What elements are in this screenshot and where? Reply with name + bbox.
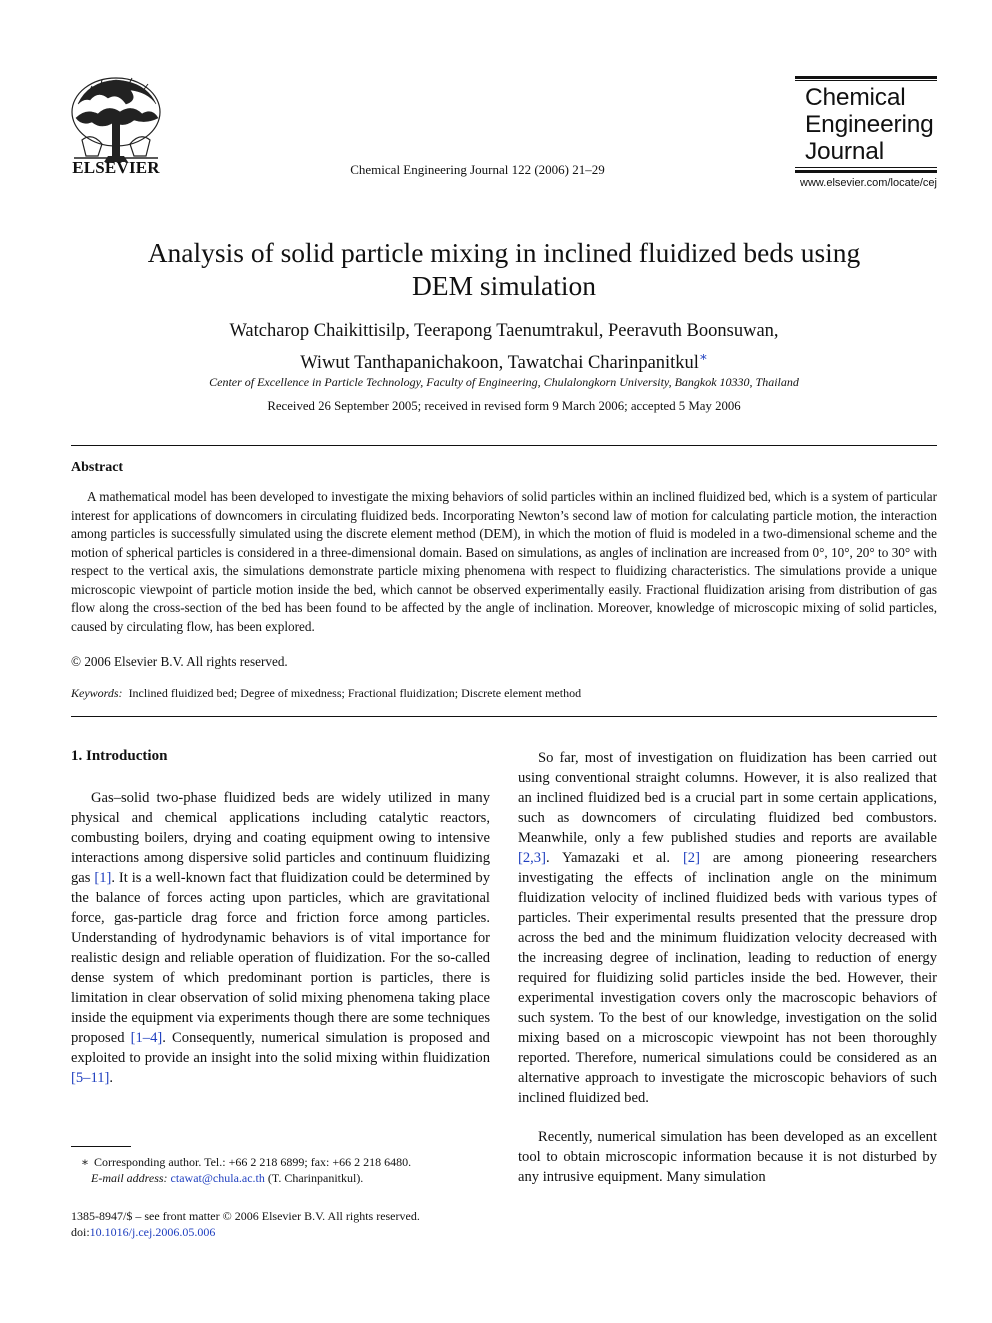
paragraph-text: . It is a well-known fact that fluidization could be determined by the balance of forces acting upon particles, which are gravitational force, gas-particle drag force and friction force among particles. Understanding of hydrodynamic behaviors is of vital importance for realistic design and reliable operation of fluidization. For the so-called dense system of which predominant portion is particles, there is limitation in clear observation of solid mixing phenomena taking place inside the equipment via experiments though there are some techniques proposed — [71, 870, 490, 1046]
section-heading: 1. Introduction — [71, 748, 168, 764]
citation-link[interactable]: [5–11] — [71, 1070, 110, 1086]
paragraph-text: . — [109, 1070, 114, 1086]
doi-link[interactable]: 10.1016/j.cej.2006.05.006 — [89, 1225, 216, 1239]
footnote-mark: ∗ — [80, 1155, 89, 1169]
title-line: DEM simulation — [411, 270, 597, 301]
journal-title-line: Journal — [805, 138, 884, 165]
paragraph-text: are among pioneering researchers investigating the effects of inclination angle on the minimum fluidization velocity of inclined fluidized beds with various types of particles. Their experimental results presented that the pressure drop across the bed and the minimum fluidization velocity decreased with the increasing degree of inclination, leading to reduction of energy required for fluidizing solid particles inside the bed. However, their experimental investigation covers only the macroscopic behaviors of such system. To the best of our knowledge, investigation on the solid mixing based on a microscopic viewpoint has not been thoroughly reported. Therefore, numerical simulations could be considered as an alternative approach to investigate the microscopic behaviors of such inclined fluidized bed. — [518, 850, 937, 1106]
keywords — [71, 686, 937, 701]
email-owner: (T. Charinpanitkul). — [267, 1171, 364, 1185]
corresponding-author-mark[interactable]: ∗ — [698, 349, 708, 364]
article-history: Received 26 September 2005; received in revised form 9 March 2006; accepted 5 May 2006 — [267, 399, 741, 413]
footnote — [71, 1154, 411, 1186]
doi-label: doi: — [71, 1225, 90, 1239]
intro-paragraph — [71, 788, 490, 1088]
journal-title — [805, 84, 934, 165]
divider — [71, 445, 937, 446]
journal-title-line: Engineering — [805, 111, 934, 138]
authors-line: Watcharop Chaikittisilp, Teerapong Taenumtrakul, Peeravuth Boonsuwan, — [229, 321, 779, 341]
paper-title — [100, 236, 908, 302]
paragraph-text: . Yamazaki et al. — [545, 850, 683, 866]
publisher-name: ELSEVIER — [72, 158, 160, 177]
intro-paragraph: Recently, numerical simulation has been developed as an excellent tool to obtain microscopic information because it is not disturbed by any intrusive equipment. Many simulation — [518, 1129, 937, 1185]
journal-masthead — [795, 76, 937, 192]
front-matter — [71, 1208, 420, 1240]
journal-citation: Chemical Engineering Journal 122 (2006) 21–29 — [350, 162, 605, 177]
paragraph-text: Gas–solid two-phase fluidized beds are widely utilized in many physical and chemical applications including catalytic reactors, combusting boilers, drying and coating equipment owing to intensive interactions among dispersive solid particles and continuum fluidizing gas — [71, 790, 490, 886]
paragraph-text: So far, most of investigation on fluidization has been carried out using conventional straight columns. However, it is also realized that an inclined fluidized bed is a crucial part in some certain applications, such as downcomers of circulating fluidized bed combustors. Meanwhile, only a few published studies and reports are available — [518, 750, 937, 846]
corresponding-author-info: Corresponding author. Tel.: +66 2 218 6899; fax: +66 2 218 6480. — [94, 1155, 412, 1169]
footnote-divider — [71, 1146, 131, 1147]
citation-link[interactable]: [1] — [94, 870, 112, 886]
authors-line — [140, 344, 868, 376]
intro-paragraph — [518, 748, 937, 1108]
keywords-label: Keywords: — [71, 686, 123, 700]
citation-link[interactable]: [2,3] — [518, 850, 546, 866]
divider — [71, 716, 937, 717]
abstract-copyright: © 2006 Elsevier B.V. All rights reserved. — [71, 654, 288, 669]
email-label: E-mail address: — [91, 1171, 168, 1185]
email-link[interactable]: ctawat@chula.ac.th — [170, 1171, 265, 1185]
authors-line-text: Wiwut Tanthapanichakoon, Tawatchai Charinpanitkul — [300, 353, 699, 374]
keywords-text: Inclined fluidized bed; Degree of mixedness; Fractional fluidization; Discrete element method — [128, 686, 582, 700]
abstract-heading: Abstract — [71, 460, 124, 475]
journal-title-line: Chemical — [805, 84, 906, 111]
citation-link[interactable]: [1–4] — [130, 1030, 163, 1046]
journal-url[interactable]: www.elsevier.com/locate/cej — [800, 177, 937, 189]
author-list — [140, 318, 868, 376]
affiliation: Center of Excellence in Particle Technology, Faculty of Engineering, Chulalongkorn University, Bangkok 10330, Thailand — [209, 375, 799, 389]
abstract-text: A mathematical model has been developed to investigate the mixing behaviors of solid particles within an inclined fluidized bed, which is a system of particular interest for applications of downcomers in circulating fluidized beds. Incorporating Newton’s second law of motion for calculating particle motion, the interaction among particles is successfully simulated using the discrete element method (DEM), in which the motion of fluid is modeled in a two-dimensional scheme and the motion of spherical particles is considered in a three-dimensional domain. Based on simulations, as angles of inclination are increased from 0°, 10°, 20° to 30° with respect to the vertical axis, the simulations demonstrate particle mixing phenomena with respect to fluidizing characteristics. The simulations provide a unique microscopic viewpoint of particle motion inside the bed, which cannot be observed experimentally easily. Fractional fluidization arising from distribution of gas flow along the cross-section of the bed has been found to be affected by the angle of inclination. Moreover, knowledge of microscopic mixing of solid particles, caused by circulating flow, has been explored. — [71, 489, 937, 634]
paragraph-text: . Consequently, numerical simulation is proposed and exploited to provide an insight into the solid mixing within fluidization — [71, 1030, 490, 1066]
citation-link[interactable]: [2] — [682, 850, 700, 866]
title-line: Analysis of solid particle mixing in inclined fluidized beds using — [147, 237, 861, 268]
issn-line: 1385-8947/$ – see front matter © 2006 Elsevier B.V. All rights reserved. — [71, 1209, 420, 1223]
